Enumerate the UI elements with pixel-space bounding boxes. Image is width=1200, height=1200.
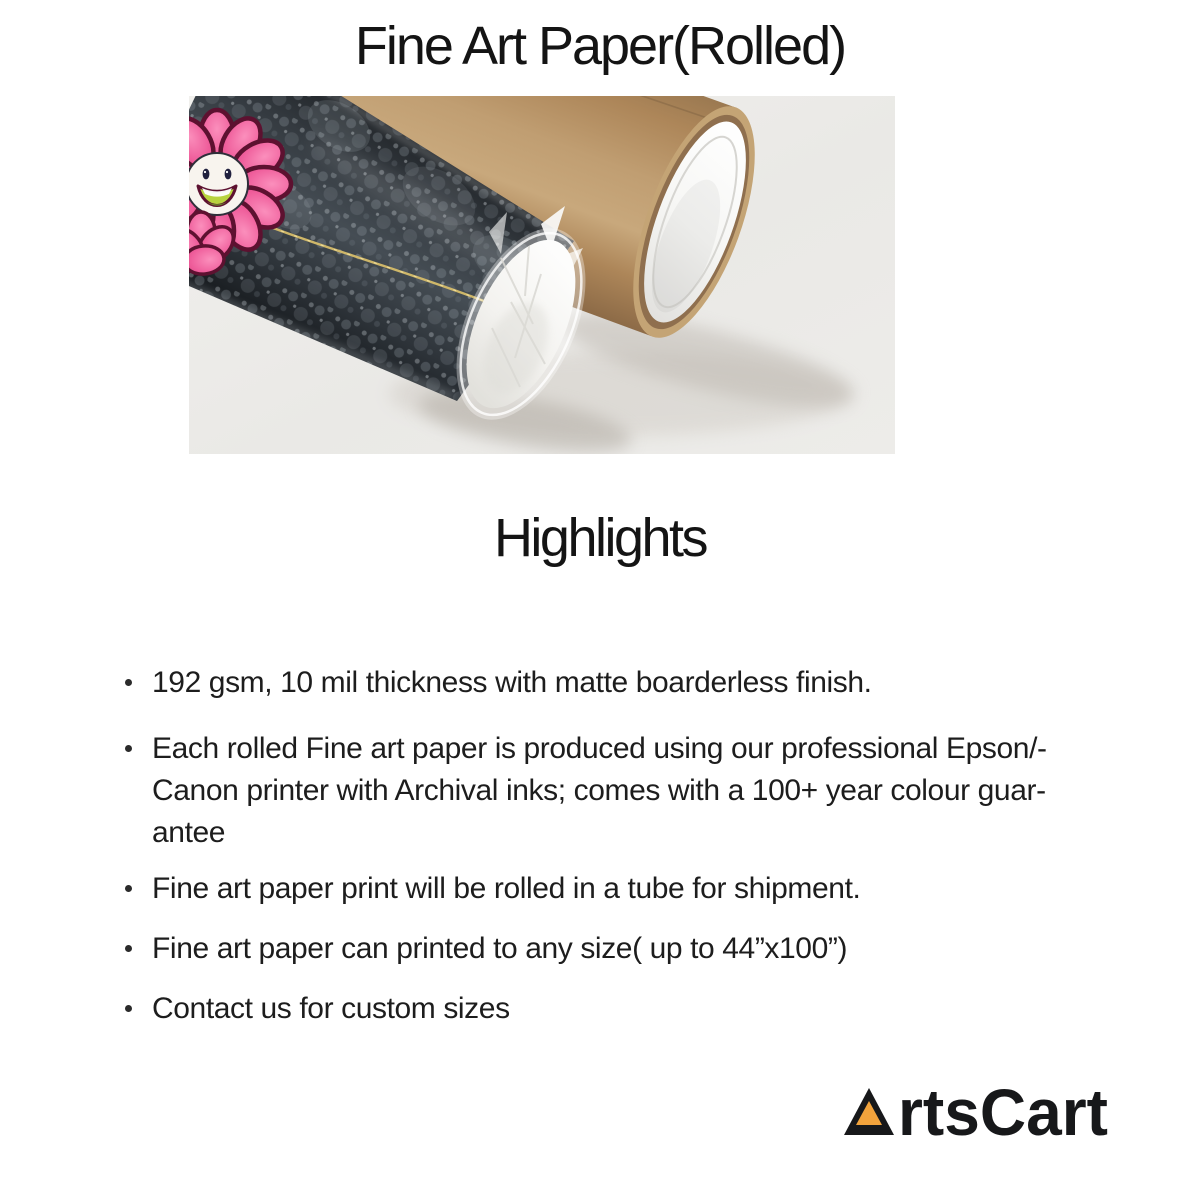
- highlight-text-line: 192 gsm, 10 mil thickness with matte boarderless finish.: [152, 666, 872, 699]
- highlight-text-line: Each rolled Fine art paper is produced using our professional Epson/-: [152, 732, 1047, 765]
- highlight-item: [122, 988, 1152, 1030]
- highlights-heading: Highlights: [493, 508, 707, 568]
- bullet-dot: [125, 745, 132, 752]
- highlight-text-line: Contact us for custom sizes: [152, 992, 510, 1025]
- brand-logo: [843, 1087, 1111, 1151]
- highlight-item: [122, 662, 1152, 704]
- highlight-text-line: Fine art paper print will be rolled in a tube for shipment.: [152, 872, 861, 905]
- highlight-item: [122, 928, 1152, 970]
- highlight-item: [122, 868, 1152, 910]
- highlight-text-line: antee: [152, 816, 226, 849]
- page-title: Fine Art Paper(Rolled): [354, 16, 846, 76]
- brand-logo-text: rtsCart: [898, 1087, 1109, 1149]
- bullet-dot: [125, 885, 132, 892]
- highlight-text-line: Canon printer with Archival inks; comes with a 100+ year colour guar-: [152, 774, 1046, 807]
- bullet-dot: [125, 945, 132, 952]
- product-photo: [189, 96, 895, 454]
- bullet-dot: [125, 679, 132, 686]
- highlights-list: [122, 662, 1152, 1048]
- product-photo-illustration: [189, 96, 895, 454]
- highlight-text-line: Fine art paper can printed to any size( up to 44”x100”): [152, 932, 848, 965]
- bullet-dot: [125, 1005, 132, 1012]
- highlight-item: [122, 728, 1152, 854]
